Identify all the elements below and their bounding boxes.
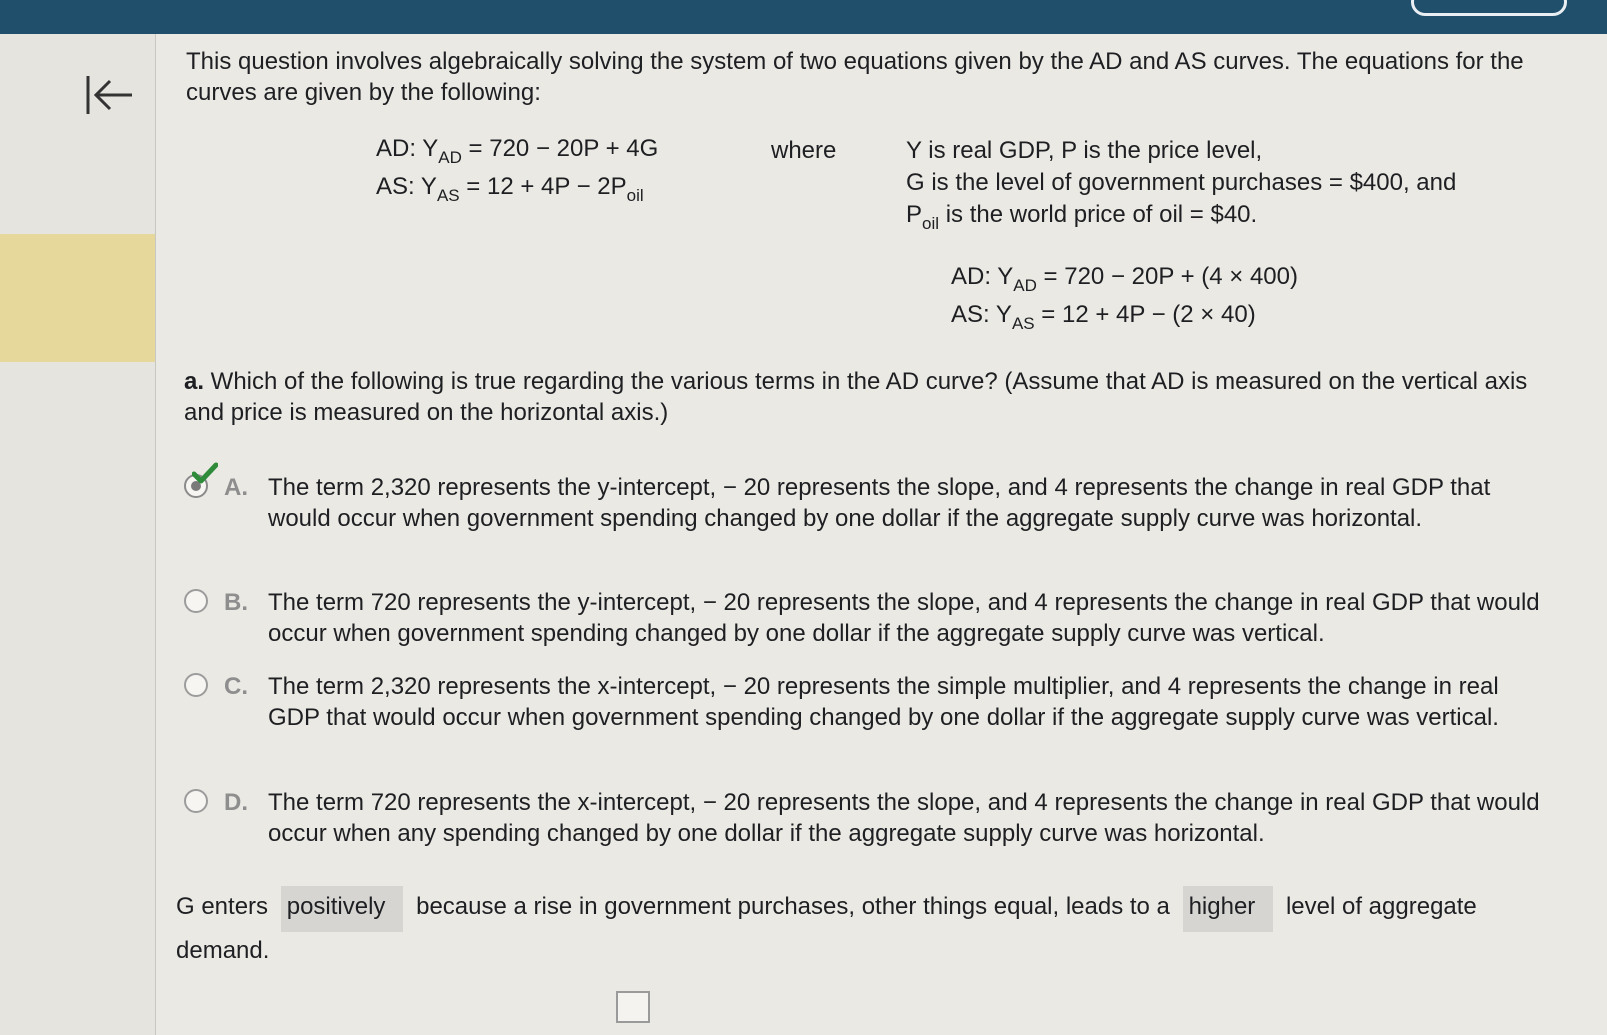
definition-line-2: G is the level of government purchases = $400, and bbox=[906, 169, 1457, 196]
option-letter: D. bbox=[224, 789, 248, 816]
top-bar-button[interactable] bbox=[1411, 0, 1567, 16]
option-letter: A. bbox=[224, 474, 248, 501]
ad-equation: AD: $Y_{AD} = 720 - 20P + 4G$ bbox=[376, 135, 659, 167]
definition-line-1: Y is real GDP, P is the price level, bbox=[906, 137, 1263, 164]
as-equation: AS: $Y_{AS} = 12 + 4P - 2P_{oil}$ bbox=[376, 173, 644, 205]
option-text: The term 720 represents the y-intercept, − 20 represents the slope, and 4 represents the change in real GDP that would occur when government spending changed by one dollar if the aggregate supply curve was vertical. bbox=[268, 589, 1540, 647]
current-question-highlight[interactable] bbox=[0, 234, 155, 362]
definition-line-3: $P_{oil}$ is the world price of oil = $40. bbox=[906, 201, 1258, 233]
question-a-text: a. Which of the following is true regarding the various terms in the AD curve? (Assume that AD is measured on the vertical axis and price is measured on the horizontal axis.) bbox=[184, 368, 1528, 426]
question-panel bbox=[155, 34, 1607, 1035]
as-substituted-equation: AS: $Y_{AS} = 12 + 4P - (2 \times 40)$ bbox=[951, 301, 1256, 333]
option-text: The term 720 represents the x-intercept, − 20 represents the slope, and 4 represents the change in real GDP that would occur when any spending changed by one dollar if the aggregate supply curve was horizontal. bbox=[268, 789, 1540, 847]
answer-blank-positively[interactable]: positively bbox=[281, 886, 404, 932]
collapse-panel-icon[interactable] bbox=[84, 72, 136, 118]
option-d-radio[interactable] bbox=[184, 789, 208, 813]
top-bar bbox=[0, 0, 1607, 34]
option-text: The term 2,320 represents the y-intercept, − 20 represents the slope, and 4 represents the change in real GDP that would occur when government spending changed by one dollar if the aggregate supply curve was horizontal. bbox=[268, 474, 1491, 532]
where-label: where bbox=[771, 137, 837, 164]
multiplier-answer-input[interactable] bbox=[616, 991, 650, 1023]
left-rail bbox=[0, 34, 155, 1035]
ad-substituted-equation: AD: $Y_{AD} = 720 - 20P + (4 \times 400)$ bbox=[951, 263, 1298, 295]
fill-in-sentence: G enters positively because a rise in government purchases, other things equal, leads to a higher level of aggregate demand. bbox=[176, 886, 1576, 970]
option-text: The term 2,320 represents the x-intercept, − 20 represents the simple multiplier, and 4 represents the change in real GDP that would occur when government spending changed by one dollar if the aggregate supply curve was vertical. bbox=[268, 673, 1499, 731]
intro-text: This question involves algebraically solving the system of two equations given by the AD and AS curves. The equations for the curves are given by the following: bbox=[186, 48, 1524, 106]
correct-check-icon bbox=[192, 462, 218, 484]
option-letter: B. bbox=[224, 589, 248, 616]
option-letter: C. bbox=[224, 673, 248, 700]
answer-blank-higher[interactable]: higher bbox=[1183, 886, 1274, 932]
option-c-radio[interactable] bbox=[184, 673, 208, 697]
option-b-radio[interactable] bbox=[184, 589, 208, 613]
